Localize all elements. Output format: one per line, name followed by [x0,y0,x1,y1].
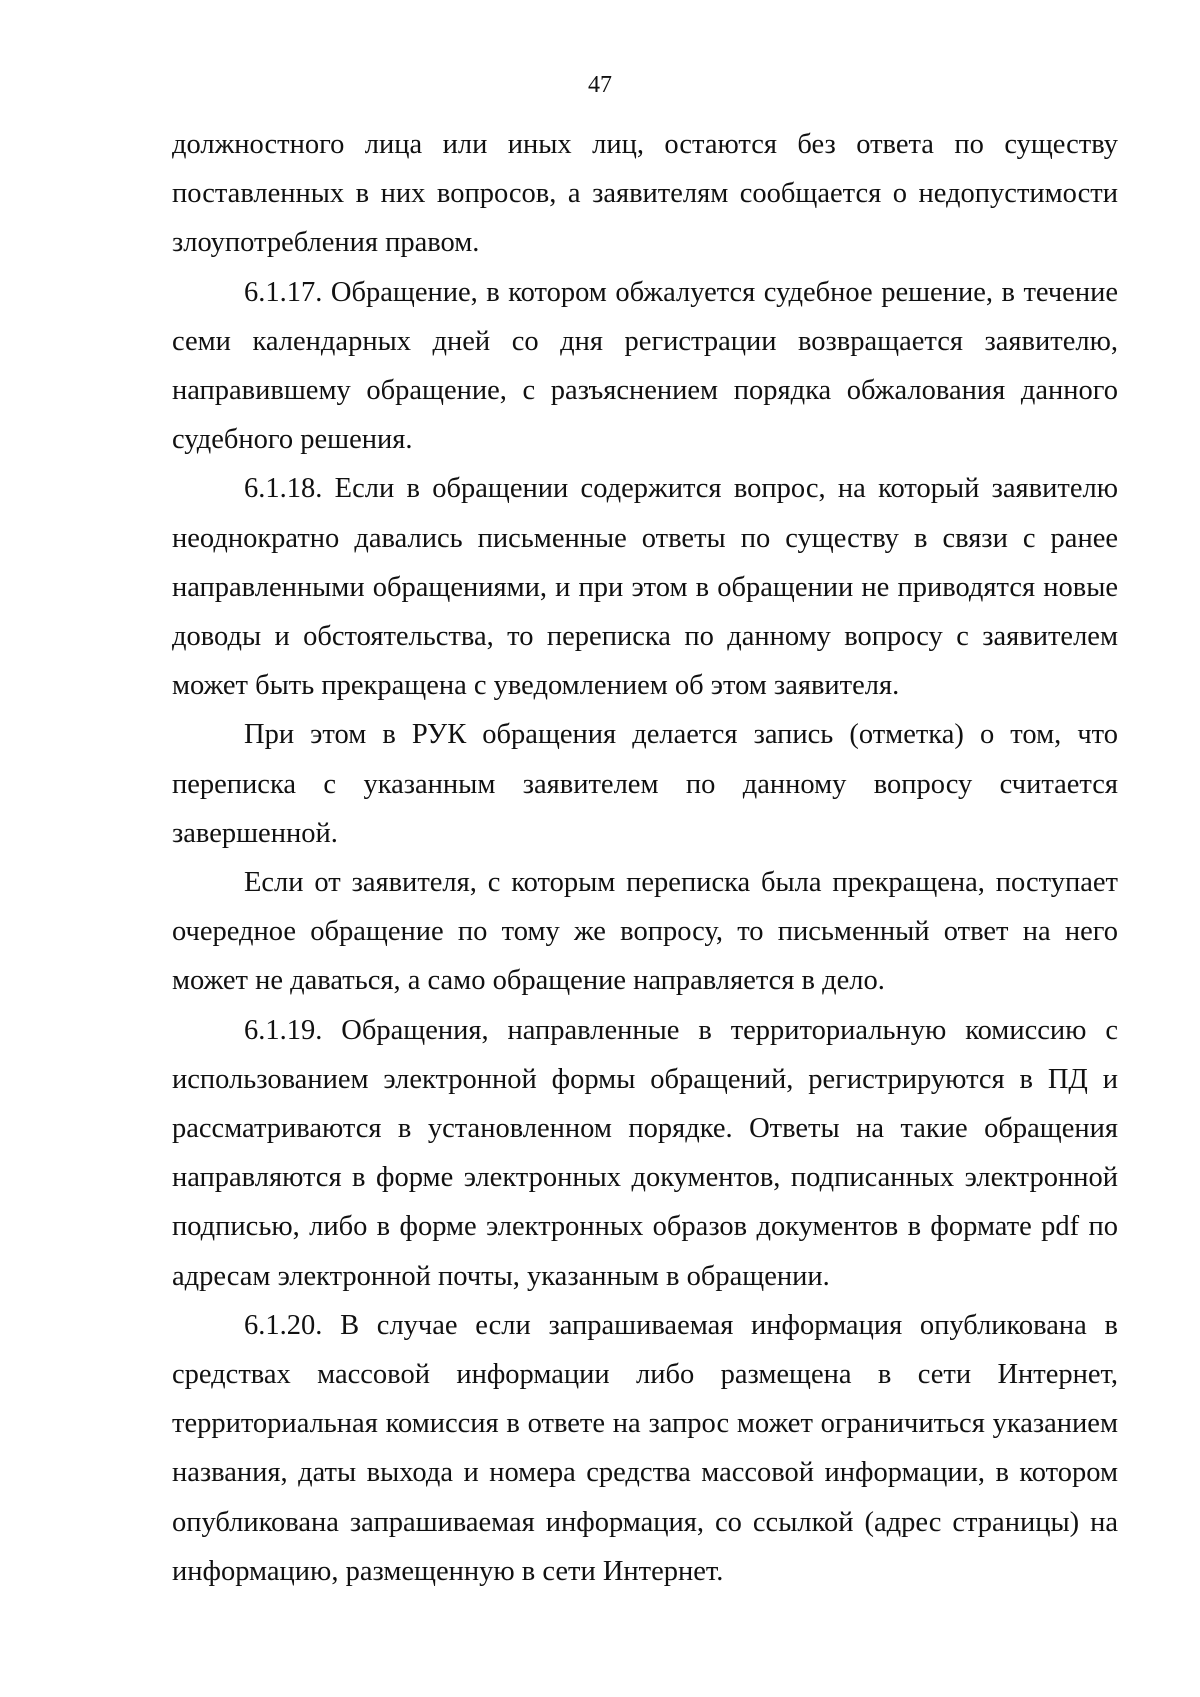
document-body [172,120,1118,1596]
paragraph-6-1-20: 6.1.20. В случае если запрашиваемая информация опубликована в средствах массовой информации либо размещена в сети Интернет, территориальная комиссия в ответе на запрос может ограничиться указанием названия, даты выхода и номера средства массовой информации, в котором опубликована запрашиваемая информация, со ссылкой (адрес страницы) на информацию, размещенную в сети Интернет. [172,1309,1118,1587]
paragraph-repeat-appeal: Если от заявителя, с которым переписка была прекращена, поступает очередное обращение по тому же вопросу, то письменный ответ на него может не даваться, а само обращение направляется в дело. [172,867,1118,997]
paragraph-6-1-17: 6.1.17. Обращение, в котором обжалуется судебное решение, в течение семи календарных дней со дня регистрации возвращается заявителю, направившему обращение, с разъяснением порядка обжалования данного судебного решения. [172,276,1118,456]
paragraph-continuation: должностного лица или иных лиц, остаются без ответа по существу поставленных в них вопросов, а заявителям сообщается о недопустимости злоупотребления правом. [172,129,1118,259]
page-number: 47 [588,72,612,98]
paragraph-6-1-19: 6.1.19. Обращения, направленные в территориальную комиссию с использованием электронной формы обращений, регистрируются в ПД и рассматриваются в установленном порядке. Ответы на такие обращения направляются в форме электронных документов, подписанных электронной подписью, либо в форме электронных образов документов в формате pdf по адресам электронной почты, указанным в обращении. [172,1014,1118,1292]
paragraph-ruk-note: При этом в РУК обращения делается запись (отметка) о том, что переписка с указанным заявителем по данному вопросу считается завершенной. [172,719,1118,849]
paragraph-6-1-18: 6.1.18. Если в обращении содержится вопрос, на который заявителю неоднократно давались письменные ответы по существу в связи с ранее направленными обращениями, и при этом в обращении не приводятся новые доводы и обстоятельства, то переписка по данному вопросу с заявителем может быть прекращена с уведомлением об этом заявителя. [172,473,1118,702]
